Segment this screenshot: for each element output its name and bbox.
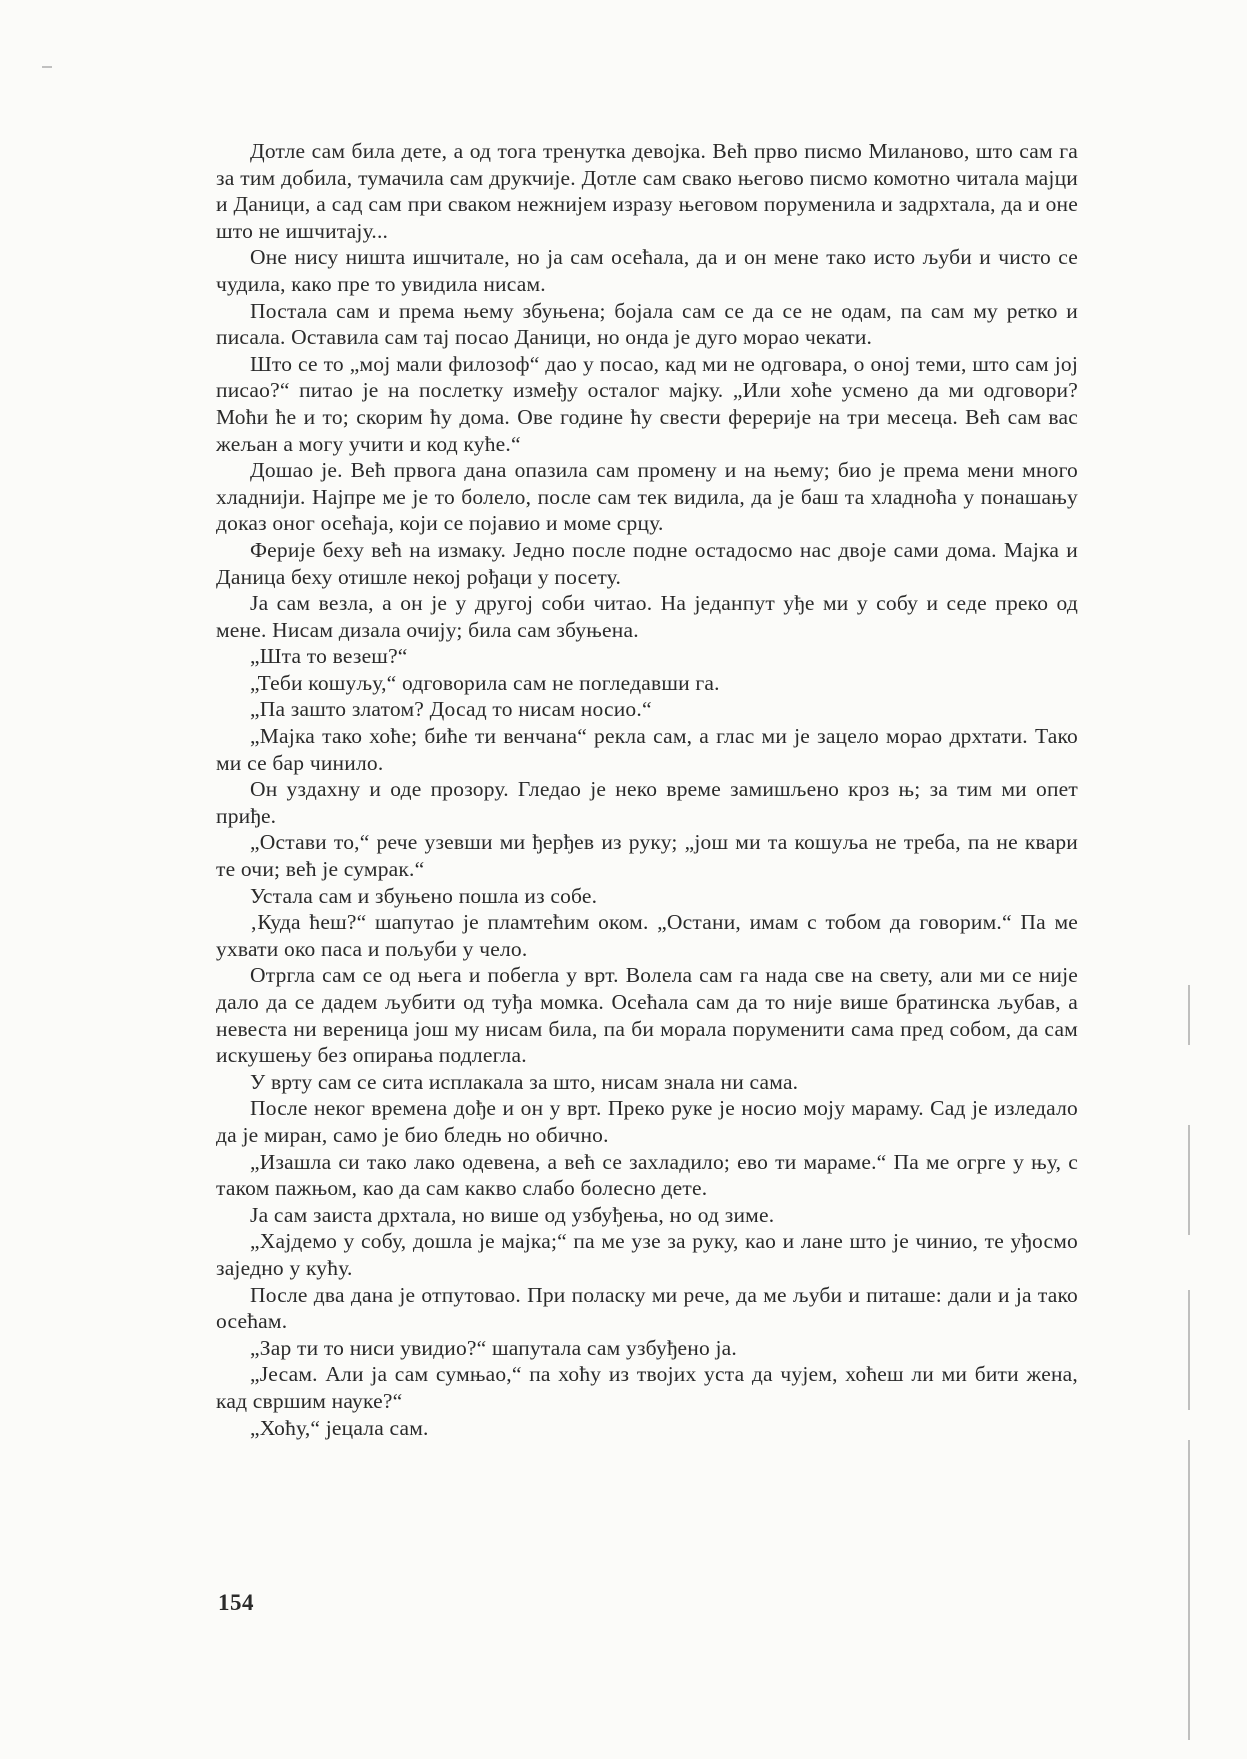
body-text [216,138,1078,1441]
paragraph: У врту сам се сита исплакала за што, нисам знала ни сама. [250,1069,799,1094]
paragraph: Отргла сам се од њега и побегла у врт. Волела сам га нада све на свету, али ми се није дало да се дадем љубити од туђа момка. Осећала сам да то није више братинска љубав, а невеста ни вереница још му нисам била, па би морала поруменити сама пред собом, да сам искушењу без опирања подлегла. [216,963,1078,1068]
scan-edge-line [1188,1290,1190,1410]
dialogue-line: „Јесам. Али ја сам сумњао,“ па хоћу из твојих уста да чујем, хоћеш ли ми бити жена, кад свршим науке?“ [216,1362,1078,1413]
dialogue-line: „Теби кошуљу,“ одговорила сам не погледавши га. [250,670,720,695]
dialogue-line: „Хоћу,“ јецала сам. [250,1415,429,1440]
paragraph: Устала сам и збуњено пошла из собе. [250,883,598,908]
page-number: 154 [218,1590,254,1615]
paragraph: После неког времена дође и он у врт. Преко руке је носио моју мараму. Сад је изледало да је миран, само је био бледњ но обично. [216,1096,1078,1147]
dialogue-line: „Изашла си тако лако одевена, а већ се захладило; ево ти мараме.“ Па ме огрге у њу, с таком пажњом, као да сам какво слабо болесно дете. [216,1149,1078,1201]
paragraph: Ферије беху већ на измаку. Једно после подне остадосмо нас двоје сами дома. Мајка и Даница беху отишле некој рођаци у посету. [216,537,1078,589]
paragraph: Оне нису ништа ишчитале, но ја сам осећала, да и он мене тако исто љуби и чисто се чудила, како пре то увидила нисам. [216,245,1078,296]
dialogue-line: „Па зашто златом? Досад то нисам носио.“ [250,697,652,722]
paragraph: Он уздахну и оде прозору. Гледао је неко време замишљено кроз њ; за тим ми опет приђе. [216,777,1078,828]
paragraph: Постала сам и према њему збуњена; бојала сам се да се не одам, па сам му ретко и писала. Оставила сам тај посао Даници, но онда је дуго морао чекати. [216,298,1078,350]
dialogue-line: „Остави то,“ рече узевши ми ђерђев из руку; „још ми та кошуља не треба, па не квари те очи; већ је сумрак.“ [216,830,1078,882]
paragraph: Ја сам везла, а он је у другој соби читао. На једанпут уђе ми у собу и седе преко од мене. Нисам дизала очију; била сам збуњена. [216,591,1078,642]
scan-edge-line [1188,1440,1190,1740]
paragraph: После два дана је отпутовао. При поласку ми рече, да ме љуби и питаше: дали и ја тако осећам. [216,1282,1078,1334]
scan-edge-line [1188,1125,1190,1235]
paragraph: Дотле сам била дете, а од тога тренутка девојка. Већ прво писмо Миланово, што сам га за тим добила, тумачила сам друкчије. Дотле сам свако његово писмо комотно читала мајци и Даници, а сад сам при сваком нежнијем изразу његовом поруменила и задрхтала, да и оне што не ишчитају... [216,139,1078,243]
paragraph: Што се то „мој мали филозоф“ дао у посао, кад ми не одговара, о оној теми, што сам јој писао?“ питао је на послетку између осталог мајку. „Или хоће усмено да ми одговори? Моћи ће и то; скорим ћу дома. Ове године ћу свести ферерије на три месеца. Већ сам вас жељан а могу учити и код куће.“ [216,351,1078,456]
dialogue-line: „Мајка тако хоће; биће ти венчана“ рекла сам, а глас ми је зацело морао дрхтати. Тако ми се бар чинило. [216,724,1078,775]
paragraph: Ја сам заиста дрхтала, но више од узбуђења, но од зиме. [250,1202,775,1227]
dialogue-line: „Зар ти то ниси увидио?“ шапутала сам узбуђено ја. [250,1335,737,1360]
dialogue-line: ‚Куда ћеш?“ шапутао је пламтећим оком. „Остани, имам с тобом да говорим.“ Па ме ухвати око паса и пољуби у чело. [216,910,1078,961]
scan-speck [42,66,52,68]
dialogue-line: „Шта то везеш?“ [250,644,408,669]
dialogue-line: „Хајдемо у собу, дошла је мајка;“ па ме узе за руку, као и лане што је чинио, те уђосмо заједно у кућу. [216,1229,1078,1280]
scan-edge-line [1188,985,1190,1045]
paragraph: Дошао је. Већ првога дана опазила сам промену и на њему; био је према мени много хладнији. Најпре ме је то болело, после сам тек видила, да је баш та хладноћа у понашању доказ оног осећаја, који се појавио и моме срцу. [216,458,1078,536]
